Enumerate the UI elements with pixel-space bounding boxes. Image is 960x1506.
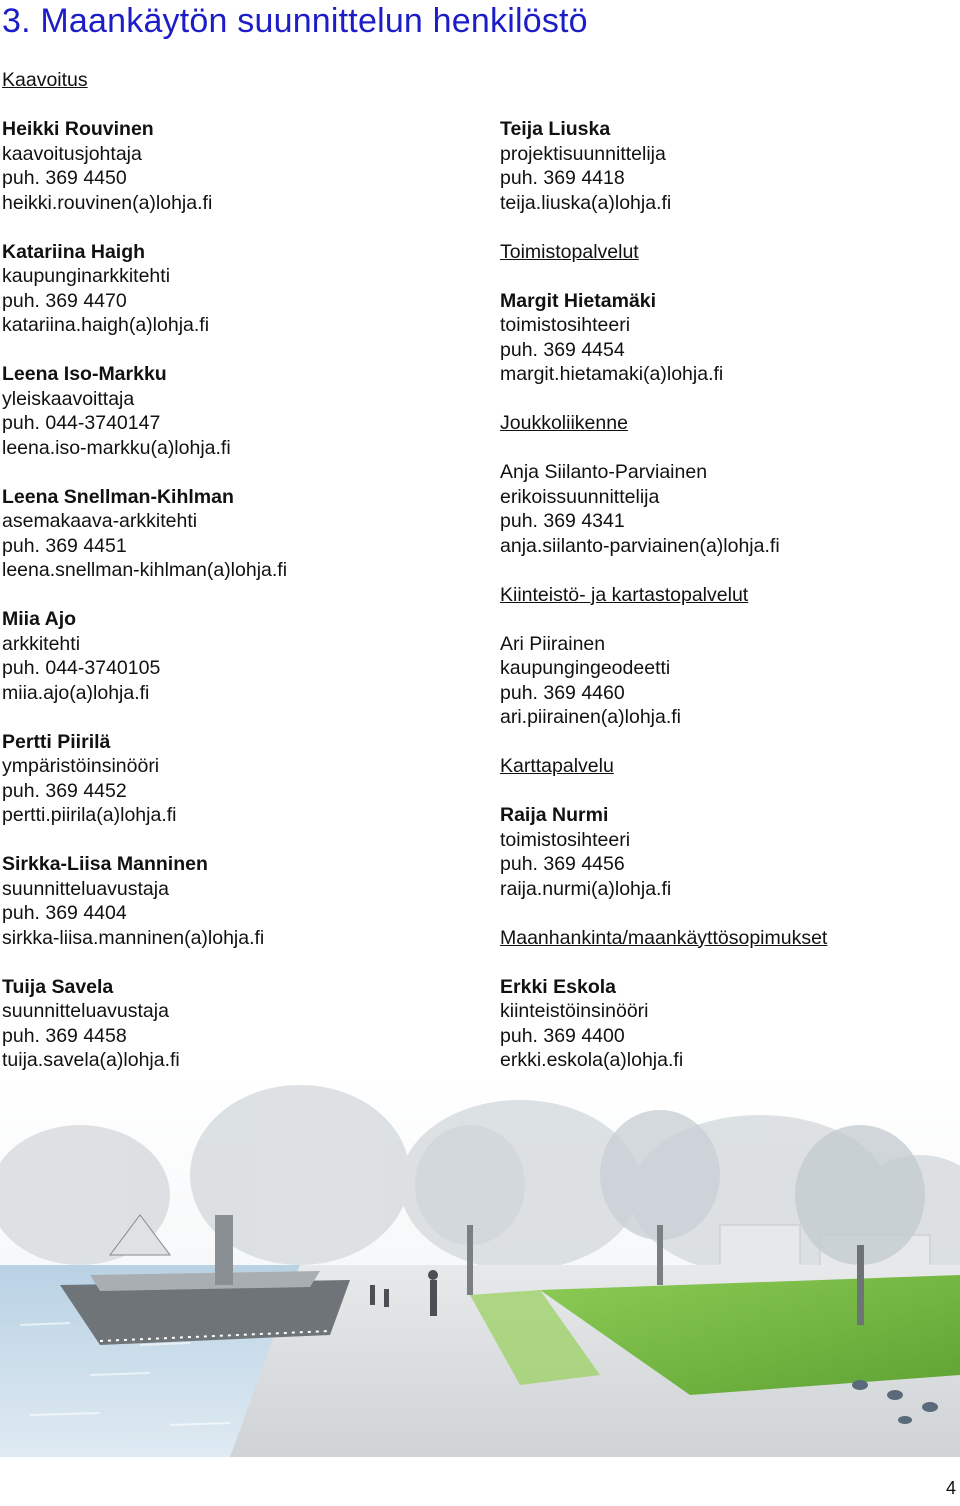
contact-role: suunnitteluavustaja	[2, 877, 169, 900]
contact-phone: puh. 369 4418	[500, 167, 625, 189]
contact-role: kaupungingeodeetti	[500, 657, 671, 679]
contact-role: ympäristöinsinööri	[2, 755, 160, 777]
contact-card	[2, 362, 472, 460]
contact-name: Raija Nurmi	[500, 804, 609, 826]
contact-role: arkkitehti	[2, 632, 81, 655]
contact-email: heikki.rouvinen(a)lohja.fi	[2, 191, 213, 214]
contact-role: yleiskaavoittaja	[2, 387, 135, 410]
contact-role: toimistosihteeri	[500, 828, 631, 851]
section-heading-kaavoitus: Kaavoitus	[2, 69, 88, 91]
contact-email: katariina.haigh(a)lohja.fi	[2, 314, 210, 336]
contact-card	[2, 607, 472, 705]
contact-card	[2, 240, 472, 338]
contact-name: Tuija Savela	[2, 975, 114, 998]
contact-role: projektisuunnittelija	[500, 142, 666, 165]
section-heading-maanhankinta: Maanhankinta/maankäyttösopimukset	[500, 926, 828, 949]
contact-name: Teija Liuska	[500, 118, 611, 140]
contact-role: asemakaava-arkkitehti	[2, 510, 198, 532]
contact-role: suunnitteluavustaja	[2, 1000, 169, 1022]
contact-phone: puh. 369 4341	[500, 510, 625, 532]
contact-phone: puh. 369 4452	[2, 779, 127, 802]
contact-role: toimistosihteeri	[500, 314, 631, 336]
waterfront-park-illustration	[0, 1075, 960, 1457]
contact-role: erikoissuunnittelija	[500, 485, 660, 508]
contact-role: kaavoitusjohtaja	[2, 142, 142, 165]
contact-email: erkki.eskola(a)lohja.fi	[500, 1049, 684, 1071]
contact-email: ari.piirainen(a)lohja.fi	[500, 706, 682, 728]
contact-phone: puh. 369 4400	[500, 1024, 625, 1047]
contact-card	[2, 485, 472, 583]
contact-phone: puh. 369 4404	[2, 902, 127, 924]
contact-phone: puh. 369 4456	[500, 853, 625, 875]
contact-email: pertti.piirila(a)lohja.fi	[2, 804, 177, 826]
contact-card	[2, 852, 472, 950]
contact-name: Erkki Eskola	[500, 975, 616, 998]
page-title: 3. Maankäytön suunnittelun henkilöstö	[2, 2, 588, 40]
section-heading-joukkoliikenne: Joukkoliikenne	[500, 412, 628, 434]
page-number: 4	[945, 1478, 956, 1498]
contact-email: anja.siilanto-parviainen(a)lohja.fi	[500, 534, 780, 557]
contact-card	[500, 289, 955, 387]
contact-name: Leena Iso-Markku	[2, 363, 167, 385]
section-heading-kiinteisto: Kiinteistö- ja kartastopalvelut	[500, 583, 749, 606]
contact-card	[2, 730, 472, 828]
contact-email: raija.nurmi(a)lohja.fi	[500, 877, 672, 900]
contact-name: Margit Hietamäki	[500, 289, 657, 312]
contact-name: Miia Ajo	[2, 608, 77, 630]
section-heading-karttapalvelu: Karttapalvelu	[500, 755, 614, 777]
contact-phone: puh. 044-3740105	[2, 657, 161, 679]
section-heading-toimistopalvelut: Toimistopalvelut	[500, 240, 639, 263]
contact-email: leena.iso-markku(a)lohja.fi	[2, 436, 231, 459]
contact-name: Pertti Piirilä	[2, 730, 111, 753]
contact-email: teija.liuska(a)lohja.fi	[500, 191, 672, 214]
contact-phone: puh. 369 4470	[2, 289, 127, 312]
contact-phone: puh. 369 4460	[500, 681, 625, 704]
contact-card	[500, 803, 955, 901]
contact-card	[500, 460, 955, 558]
contact-email: sirkka-liisa.manninen(a)lohja.fi	[2, 926, 265, 949]
contact-card	[2, 117, 472, 215]
contact-name: Leena Snellman-Kihlman	[2, 485, 234, 508]
contact-role: kaupunginarkkitehti	[2, 265, 171, 287]
contact-name: Sirkka-Liisa Manninen	[2, 853, 208, 875]
contact-name: Anja Siilanto-Parviainen	[500, 461, 708, 483]
contact-email: tuija.savela(a)lohja.fi	[2, 1049, 180, 1071]
contact-email: leena.snellman-kihlman(a)lohja.fi	[2, 559, 288, 581]
contact-card	[500, 975, 955, 1073]
contact-card	[500, 632, 955, 730]
contact-name: Ari Piirainen	[500, 632, 606, 655]
contact-phone: puh. 369 4458	[2, 1024, 127, 1047]
contact-name: Heikki Rouvinen	[2, 118, 154, 140]
contact-card	[500, 117, 955, 215]
right-column	[500, 117, 955, 1073]
contact-email: miia.ajo(a)lohja.fi	[2, 681, 150, 704]
contact-card	[2, 975, 472, 1073]
contact-phone: puh. 369 4450	[2, 167, 127, 189]
contact-phone: puh. 369 4454	[500, 338, 625, 361]
left-column	[2, 68, 472, 1073]
contact-email: margit.hietamaki(a)lohja.fi	[500, 363, 724, 385]
contact-role: kiinteistöinsinööri	[500, 1000, 649, 1022]
contact-name: Katariina Haigh	[2, 240, 146, 263]
contact-phone: puh. 369 4451	[2, 534, 127, 557]
contact-phone: puh. 044-3740147	[2, 412, 161, 434]
